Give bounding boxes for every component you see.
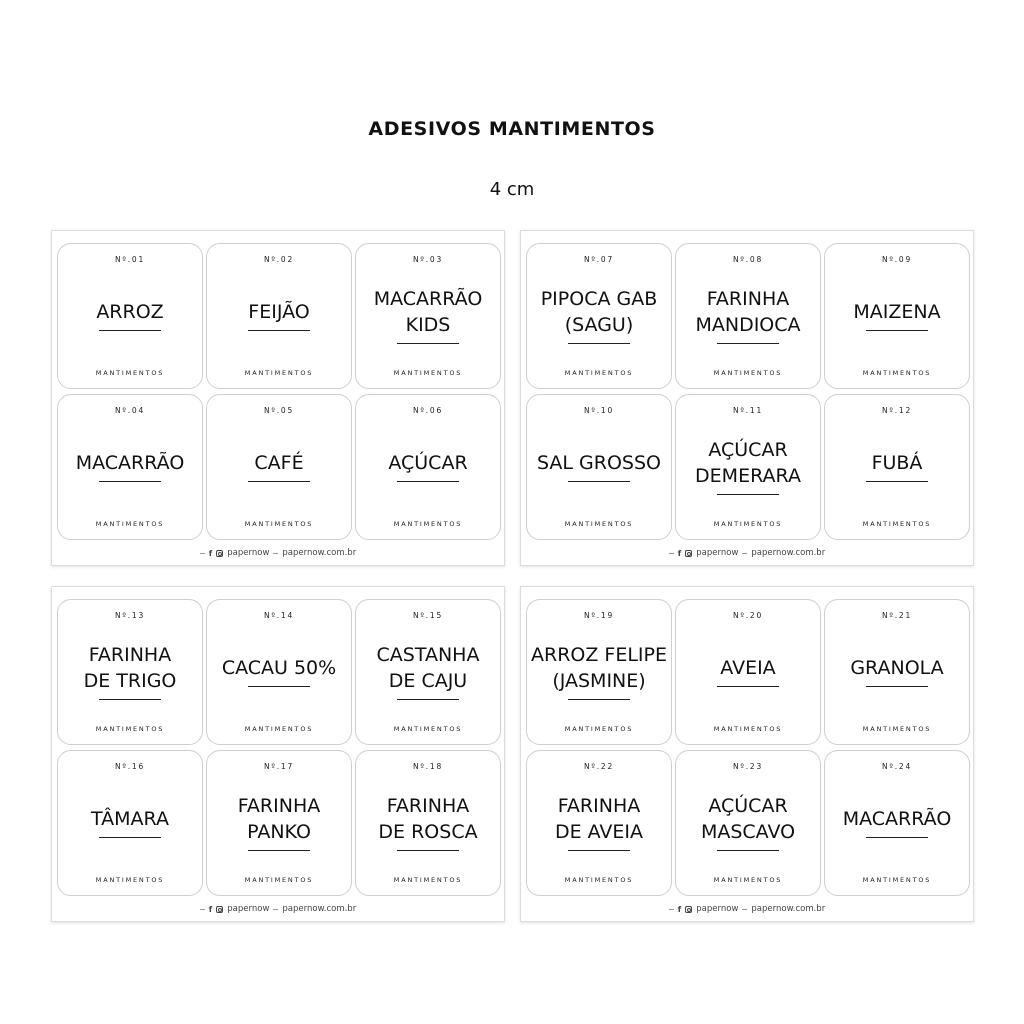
label-name: MACARRÃO bbox=[75, 451, 185, 474]
label-number: Nº.12 bbox=[881, 406, 913, 415]
label-center bbox=[207, 628, 351, 714]
pantry-label bbox=[675, 243, 821, 389]
social-handle: papernow bbox=[227, 904, 270, 914]
label-category: MANTIMENTOS bbox=[713, 876, 783, 884]
label-number: Nº.17 bbox=[263, 762, 295, 771]
label-underline bbox=[248, 850, 310, 852]
label-category: MANTIMENTOS bbox=[244, 520, 314, 528]
label-number: Nº.13 bbox=[114, 611, 146, 620]
label-name: FEIJÃO bbox=[248, 300, 310, 323]
pantry-label bbox=[206, 599, 352, 745]
divider bbox=[273, 553, 278, 554]
label-category: MANTIMENTOS bbox=[713, 520, 783, 528]
label-underline bbox=[397, 343, 459, 345]
pantry-label bbox=[206, 243, 352, 389]
sheet-footer bbox=[521, 904, 973, 914]
label-center bbox=[356, 272, 500, 358]
label-underline bbox=[866, 481, 928, 483]
label-grid bbox=[57, 243, 501, 540]
sticker-sheet bbox=[51, 230, 505, 566]
label-name: ARROZ FELIPE (JASMINE) bbox=[531, 643, 667, 692]
label-number: Nº.07 bbox=[583, 255, 615, 264]
label-grid bbox=[526, 599, 970, 896]
label-number: Nº.08 bbox=[732, 255, 764, 264]
label-name: GRANOLA bbox=[850, 656, 944, 679]
label-number: Nº.20 bbox=[732, 611, 764, 620]
label-center bbox=[527, 628, 671, 714]
pantry-label bbox=[824, 394, 970, 540]
label-underline bbox=[866, 330, 928, 332]
label-category: MANTIMENTOS bbox=[713, 369, 783, 377]
label-category: MANTIMENTOS bbox=[95, 520, 165, 528]
label-center bbox=[825, 272, 969, 358]
label-number: Nº.02 bbox=[263, 255, 295, 264]
label-underline bbox=[717, 850, 779, 852]
website: papernow.com.br bbox=[751, 548, 826, 558]
label-center bbox=[527, 779, 671, 865]
label-category: MANTIMENTOS bbox=[393, 369, 463, 377]
pantry-label bbox=[57, 599, 203, 745]
label-category: MANTIMENTOS bbox=[393, 520, 463, 528]
label-name: SAL GROSSO bbox=[537, 451, 661, 474]
label-center bbox=[527, 423, 671, 509]
instagram-icon bbox=[216, 906, 223, 913]
label-underline bbox=[397, 850, 459, 852]
label-underline bbox=[866, 686, 928, 688]
label-underline bbox=[866, 837, 928, 839]
social-handle: papernow bbox=[227, 548, 270, 558]
website: papernow.com.br bbox=[282, 548, 357, 558]
pantry-label bbox=[526, 394, 672, 540]
label-number: Nº.01 bbox=[114, 255, 146, 264]
facebook-icon: f bbox=[677, 904, 682, 914]
sheet-footer bbox=[521, 548, 973, 558]
label-center bbox=[356, 628, 500, 714]
divider bbox=[669, 909, 674, 910]
label-number: Nº.05 bbox=[263, 406, 295, 415]
label-number: Nº.10 bbox=[583, 406, 615, 415]
label-category: MANTIMENTOS bbox=[564, 876, 634, 884]
label-underline bbox=[99, 699, 161, 701]
label-number: Nº.16 bbox=[114, 762, 146, 771]
pantry-label bbox=[355, 599, 501, 745]
label-name: MACARRÃO bbox=[842, 807, 952, 830]
facebook-icon: f bbox=[208, 548, 213, 558]
pantry-label bbox=[57, 750, 203, 896]
label-name: FARINHA MANDIOCA bbox=[695, 287, 801, 336]
label-number: Nº.24 bbox=[881, 762, 913, 771]
label-grid bbox=[57, 599, 501, 896]
label-underline bbox=[568, 699, 630, 701]
label-underline bbox=[568, 343, 630, 345]
pantry-label bbox=[355, 750, 501, 896]
label-underline bbox=[397, 699, 459, 701]
label-underline bbox=[568, 850, 630, 852]
label-name: CASTANHA DE CAJU bbox=[376, 643, 480, 692]
label-category: MANTIMENTOS bbox=[244, 369, 314, 377]
label-number: Nº.21 bbox=[881, 611, 913, 620]
label-underline bbox=[99, 330, 161, 332]
label-center bbox=[825, 628, 969, 714]
facebook-icon: f bbox=[677, 548, 682, 558]
label-underline bbox=[248, 330, 310, 332]
label-category: MANTIMENTOS bbox=[393, 876, 463, 884]
pantry-label bbox=[526, 243, 672, 389]
divider bbox=[669, 553, 674, 554]
label-name: FARINHA DE TRIGO bbox=[83, 643, 177, 692]
label-name: AÇÚCAR DEMERARA bbox=[695, 438, 801, 487]
pantry-label bbox=[355, 243, 501, 389]
label-center bbox=[58, 423, 202, 509]
label-category: MANTIMENTOS bbox=[862, 369, 932, 377]
label-underline bbox=[99, 837, 161, 839]
pantry-label bbox=[675, 750, 821, 896]
label-name: CACAU 50% bbox=[221, 656, 337, 679]
pantry-label bbox=[824, 599, 970, 745]
label-center bbox=[676, 423, 820, 509]
label-name: FARINHA DE ROSCA bbox=[378, 794, 478, 843]
label-category: MANTIMENTOS bbox=[564, 369, 634, 377]
pantry-label bbox=[824, 243, 970, 389]
label-center bbox=[825, 779, 969, 865]
label-name: AVEIA bbox=[720, 656, 776, 679]
divider bbox=[200, 909, 205, 910]
label-category: MANTIMENTOS bbox=[95, 876, 165, 884]
label-name: ARROZ bbox=[96, 300, 164, 323]
label-underline bbox=[99, 481, 161, 483]
pantry-label bbox=[824, 750, 970, 896]
social-handle: papernow bbox=[696, 548, 739, 558]
label-name: CAFÉ bbox=[254, 451, 304, 474]
label-number: Nº.15 bbox=[412, 611, 444, 620]
label-underline bbox=[717, 494, 779, 496]
pantry-label bbox=[206, 750, 352, 896]
label-center bbox=[356, 779, 500, 865]
pantry-label bbox=[675, 599, 821, 745]
pantry-label bbox=[57, 394, 203, 540]
label-name: MACARRÃO KIDS bbox=[373, 287, 483, 336]
website: papernow.com.br bbox=[282, 904, 357, 914]
page-title: ADESIVOS MANTIMENTOS bbox=[368, 118, 656, 140]
label-category: MANTIMENTOS bbox=[95, 369, 165, 377]
divider bbox=[742, 553, 747, 554]
label-name: AÇÚCAR bbox=[388, 451, 468, 474]
label-category: MANTIMENTOS bbox=[244, 725, 314, 733]
label-category: MANTIMENTOS bbox=[862, 876, 932, 884]
facebook-icon: f bbox=[208, 904, 213, 914]
pantry-label bbox=[526, 599, 672, 745]
label-number: Nº.11 bbox=[732, 406, 764, 415]
label-number: Nº.22 bbox=[583, 762, 615, 771]
label-center bbox=[825, 423, 969, 509]
label-center bbox=[207, 779, 351, 865]
label-number: Nº.18 bbox=[412, 762, 444, 771]
label-name: FUBÁ bbox=[871, 451, 923, 474]
sheet-footer bbox=[52, 548, 504, 558]
label-category: MANTIMENTOS bbox=[95, 725, 165, 733]
label-number: Nº.19 bbox=[583, 611, 615, 620]
label-number: Nº.04 bbox=[114, 406, 146, 415]
label-name: PIPOCA GAB (SAGU) bbox=[540, 287, 658, 336]
divider bbox=[742, 909, 747, 910]
label-name: MAIZENA bbox=[853, 300, 941, 323]
label-number: Nº.09 bbox=[881, 255, 913, 264]
pantry-label bbox=[57, 243, 203, 389]
label-grid bbox=[526, 243, 970, 540]
instagram-icon bbox=[216, 550, 223, 557]
sticker-sheet bbox=[51, 586, 505, 922]
label-category: MANTIMENTOS bbox=[393, 725, 463, 733]
label-number: Nº.03 bbox=[412, 255, 444, 264]
label-category: MANTIMENTOS bbox=[713, 725, 783, 733]
social-handle: papernow bbox=[696, 904, 739, 914]
sticker-sheet bbox=[520, 586, 974, 922]
label-underline bbox=[568, 481, 630, 483]
label-underline bbox=[248, 686, 310, 688]
label-center bbox=[527, 272, 671, 358]
label-center bbox=[58, 272, 202, 358]
divider bbox=[273, 909, 278, 910]
label-size: 4 cm bbox=[489, 179, 535, 200]
label-name: TÂMARA bbox=[91, 807, 169, 830]
label-center bbox=[676, 779, 820, 865]
instagram-icon bbox=[685, 550, 692, 557]
label-name: AÇÚCAR MASCAVO bbox=[700, 794, 796, 843]
sheet-footer bbox=[52, 904, 504, 914]
pantry-label bbox=[206, 394, 352, 540]
label-underline bbox=[717, 343, 779, 345]
label-category: MANTIMENTOS bbox=[862, 725, 932, 733]
label-number: Nº.23 bbox=[732, 762, 764, 771]
label-center bbox=[207, 423, 351, 509]
label-center bbox=[207, 272, 351, 358]
label-underline bbox=[717, 686, 779, 688]
label-number: Nº.06 bbox=[412, 406, 444, 415]
divider bbox=[200, 553, 205, 554]
instagram-icon bbox=[685, 906, 692, 913]
website: papernow.com.br bbox=[751, 904, 826, 914]
label-center bbox=[58, 779, 202, 865]
label-center bbox=[356, 423, 500, 509]
label-center bbox=[676, 272, 820, 358]
label-center bbox=[58, 628, 202, 714]
pantry-label bbox=[355, 394, 501, 540]
label-name: FARINHA PANKO bbox=[237, 794, 321, 843]
label-category: MANTIMENTOS bbox=[244, 876, 314, 884]
label-underline bbox=[397, 481, 459, 483]
label-center bbox=[676, 628, 820, 714]
label-category: MANTIMENTOS bbox=[564, 520, 634, 528]
label-category: MANTIMENTOS bbox=[862, 520, 932, 528]
sticker-sheet bbox=[520, 230, 974, 566]
label-name: FARINHA DE AVEIA bbox=[554, 794, 644, 843]
label-category: MANTIMENTOS bbox=[564, 725, 634, 733]
label-number: Nº.14 bbox=[263, 611, 295, 620]
pantry-label bbox=[526, 750, 672, 896]
label-underline bbox=[248, 481, 310, 483]
pantry-label bbox=[675, 394, 821, 540]
